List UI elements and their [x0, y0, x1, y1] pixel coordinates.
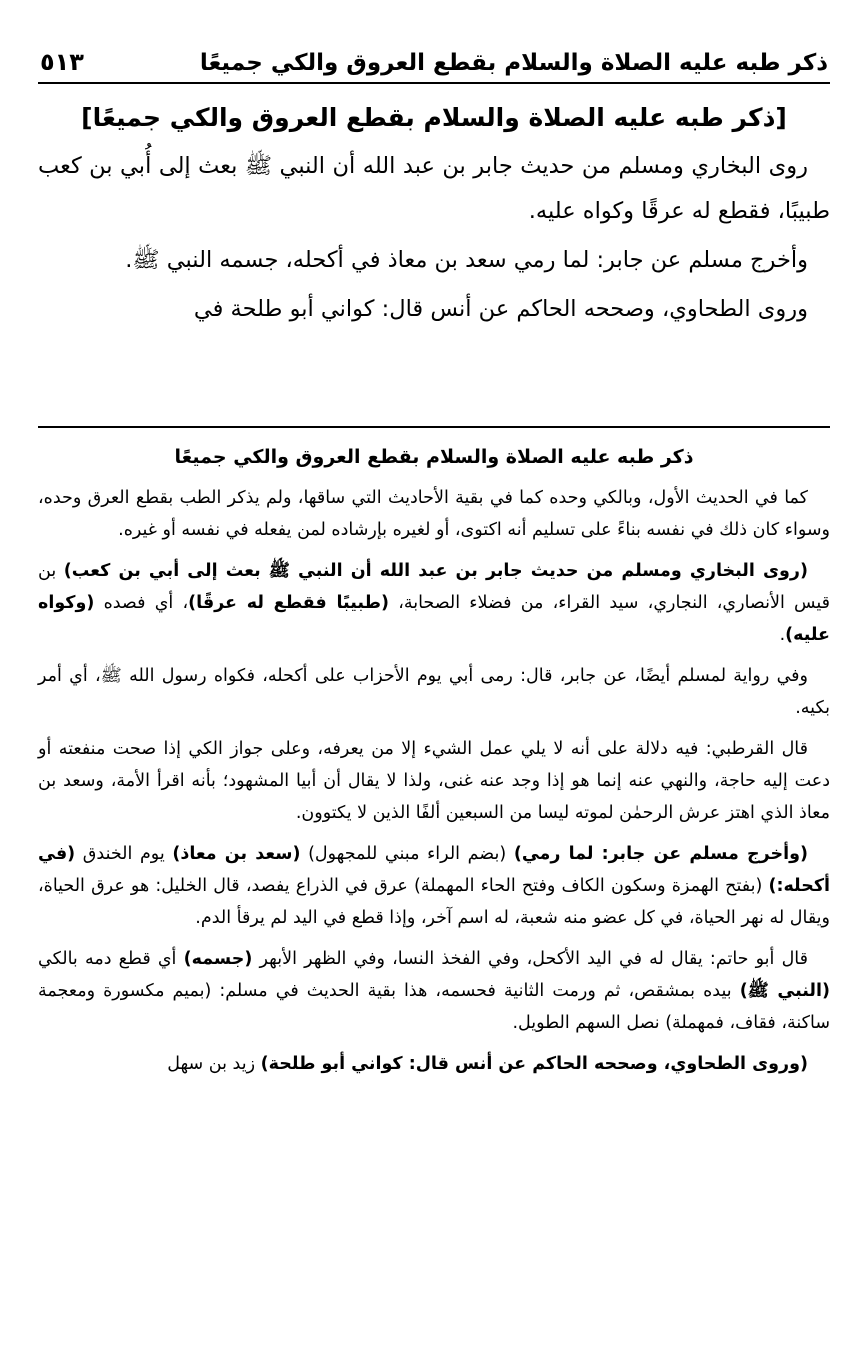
- commentary-paragraph: [38, 838, 830, 934]
- commentary-text-run: أي قطع دمه بالكي: [38, 949, 184, 969]
- commentary-text: [38, 440, 830, 1089]
- commentary-text-run: بيده بمشقص، ثم ورمت الثانية فحسمه، هذا بقية الحديث في مسلم: (بميم مكسورة ومعجمة ساكنة، فقاف، فمهملة) نصل السهم الطويل.: [38, 981, 830, 1033]
- commentary-text-run: ، أي فصده: [94, 593, 189, 613]
- commentary-title: ذكر طبه عليه الصلاة والسلام بقطع العروق والكي جميعًا: [174, 446, 694, 468]
- commentary-paragraph: [38, 1048, 830, 1080]
- page-number: ٥١٣: [40, 48, 84, 76]
- commentary-text-run: (بضم الراء مبني للمجهول): [300, 844, 514, 864]
- commentary-paragraph: [38, 943, 830, 1039]
- commentary-text-run: بن قيس الأنصاري، النجاري، سيد القراء، من فضلاء الصحابة،: [38, 561, 830, 613]
- quoted-text: (وأخرج مسلم عن جابر: لما رمي): [513, 844, 808, 864]
- quoted-text: (روى البخاري ومسلم من حديث جابر بن عبد الله أن النبي ﷺ بعث إلى أبي بن كعب): [63, 561, 808, 581]
- book-page: [38, 38, 830, 1074]
- quoted-text: (وروى الطحاوي، وصححه الحاكم عن أنس قال: كواني أبو طلحة): [260, 1054, 808, 1074]
- commentary-text-run: يوم الخندق: [75, 844, 173, 864]
- section-title: [ذكر طبه عليه الصلاة والسلام بقطع العروق والكي جميعًا]: [81, 103, 787, 132]
- main-text-paragraph: وأخرج مسلم عن جابر: لما رمي سعد بن معاذ في أكحله، جسمه النبي ﷺ.: [125, 247, 808, 273]
- commentary-text-run: قال أبو حاتم: يقال له في اليد الأكحل، وفي الفخذ النسا، وفي الظهر الأبهر: [252, 949, 808, 969]
- commentary-text-run: زيد بن سهل: [167, 1054, 261, 1074]
- quoted-text: (طبيبًا فقطع له عرقًا): [188, 593, 389, 613]
- main-text-paragraph: وروى الطحاوي، وصححه الحاكم عن أنس قال: كواني أبو طلحة في: [193, 296, 808, 322]
- commentary-text-run: .: [779, 625, 786, 645]
- running-header-title: ذكر طبه عليه الصلاة والسلام بقطع العروق والكي جميعًا: [199, 50, 828, 76]
- main-text: [38, 94, 830, 332]
- commentary-text-run: (بفتح الهمزة وسكون الكاف وفتح الحاء المهملة) عرق في الذراع يفصد، قال الخليل: هو عرق الحياة، ويقال له نهر الحياة، في كل عضو منه شعبة، له اسم آخر، وإذا قطع في اليد لم يرقأ الدم.: [38, 876, 830, 928]
- quoted-text: (جسمه): [183, 949, 253, 969]
- section-divider: [38, 426, 830, 428]
- quoted-text: (وكواه عليه): [38, 593, 830, 645]
- main-text-paragraph: روى البخاري ومسلم من حديث جابر بن عبد الله أن النبي ﷺ بعث إلى أُبي بن كعب طبيبًا، فقطع له عرقًا وكواه عليه.: [38, 153, 830, 224]
- commentary-paragraph: وفي رواية لمسلم أيضًا، عن جابر، قال: رمى أبي يوم الأحزاب على أكحله، فكواه رسول الله ﷺ، أي أمر بكيه.: [38, 666, 830, 718]
- quoted-text: (النبي ﷺ): [739, 981, 830, 1001]
- quoted-text: (سعد بن معاذ): [172, 844, 301, 864]
- commentary-paragraph: كما في الحديث الأول، وبالكي وحده كما في بقية الأحاديث التي ساقها، ولم يذكر الطب بقطع العرق وحده، وسواء كان ذلك في نفسه بناءً على تسليم أنه اكتوى، أو لغيره بإرشاده لمن يفعله في نفسه أو غيره.: [38, 488, 830, 540]
- quoted-text: (في أكحله:): [38, 844, 830, 896]
- commentary-paragraph: قال القرطبي: فيه دلالة على أنه لا يلي عمل الشيء إلا من يعرفه، وعلى جواز الكي إذا صحت منفعته أو دعت إليه حاجة، والنهي عنه إنما هو إذا وجد عنه غنى، ولذا لا يقال أن أبيا المشهود؛ بأنه اقرأ الأمة، وسعد بن معاذ الذي اهتز عرش الرحمٰن لموته ليسا من السبعين ألفًا الذين لا يكتوون.: [38, 739, 830, 823]
- running-header: [38, 38, 830, 84]
- commentary-paragraph: [38, 555, 830, 651]
